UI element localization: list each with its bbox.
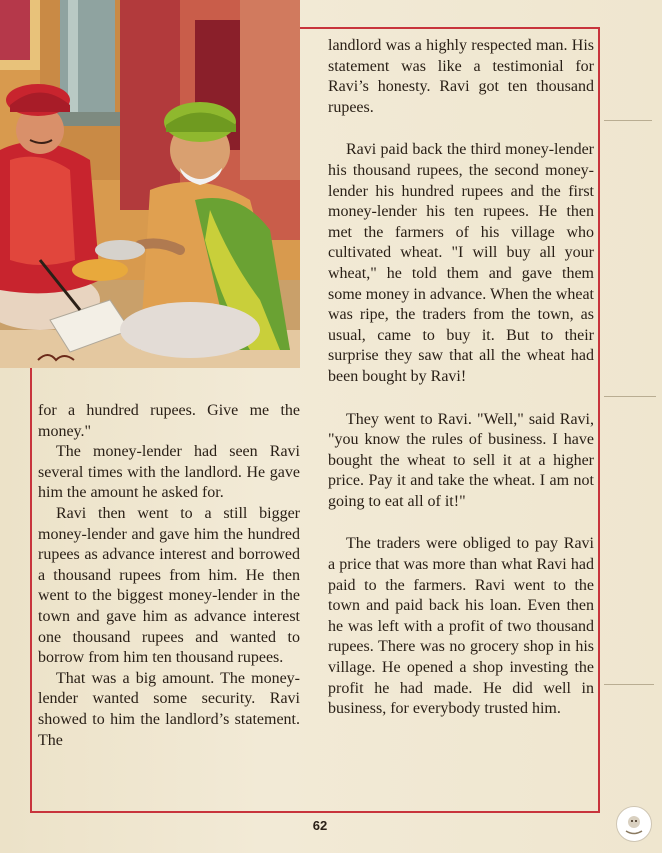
page-number: 62 bbox=[312, 818, 328, 833]
paper-crease bbox=[604, 684, 654, 685]
paragraph: The money-lender had seen Ravi several times with the landlord. He gave him the amount he asked for. bbox=[38, 443, 300, 502]
paragraph: Ravi then went to a still bigger money-lender and gave him the hundred rupees as advance interest and borrowed a thousand rupees from him. He then went to the biggest money-lender in the town and gave him as advance interest one thousand rupees and wanted to borrow from him ten thousand rupees. bbox=[38, 504, 300, 667]
border-top bbox=[300, 27, 600, 29]
right-text-column bbox=[328, 36, 594, 720]
left-text-column bbox=[38, 401, 300, 751]
paper-crease bbox=[604, 120, 652, 121]
paragraph: for a hundred rupees. Give me the money." bbox=[38, 402, 300, 440]
paragraph: Ravi paid back the third money-lender his thousand rupees, the second money-lender his hundred rupees and the first money-lender his ten rupees. He then met the farmers of his village who cultivated wheat. "I will buy all your wheat," he told them and gave them some money in advance. When the wheat was ripe, the traders from the town, as usual, came to buy it. But to their surprise they saw that all the wheat had been bought by Ravi! bbox=[328, 141, 594, 385]
border-left bbox=[30, 368, 32, 813]
border-right bbox=[598, 27, 600, 813]
paragraph: They went to Ravi. "Well," said Ravi, "you know the rules of business. I have bought the wheat to sell it at a higher price. Pay it and take the wheat. I am not going to eat all of it!" bbox=[328, 410, 594, 510]
storyteller-logo-icon bbox=[616, 806, 652, 842]
paper-crease bbox=[604, 396, 656, 397]
border-bottom bbox=[30, 811, 600, 813]
paragraph: The traders were obliged to pay Ravi a price that was more than what Ravi had paid to the farmers. Ravi went to the town and paid back his loan. Even then he was left with a profit of two thousand rupees. There was no grocery shop in his village. He opened a shop investing the profit he had made. He did well in business, for everybody trusted him. bbox=[328, 535, 594, 718]
paragraph: landlord was a highly respected man. His statement was like a testimonial for Ravi’s honesty. Ravi got ten thousand rupees. bbox=[328, 37, 594, 116]
paragraph: That was a big amount. The money-lender wanted some security. Ravi showed to him the landlord’s statement. The bbox=[38, 669, 300, 749]
story-illustration bbox=[0, 0, 300, 368]
